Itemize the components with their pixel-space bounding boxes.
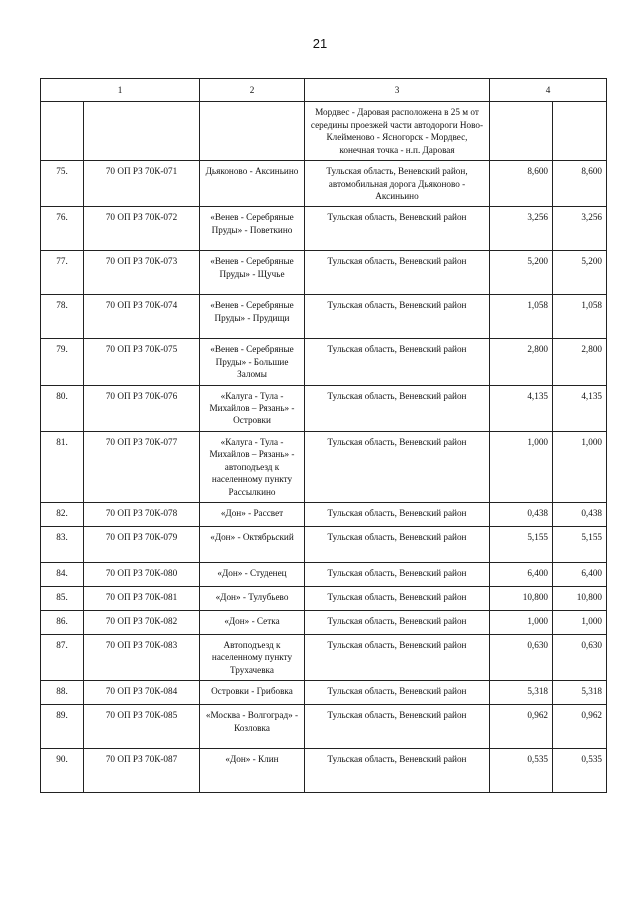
length-cell: 5,155 <box>490 527 553 563</box>
road-name-cell: Островки - Грибовка <box>200 681 305 705</box>
road-name-cell: «Москва - Волгоград» - Козловка <box>200 705 305 749</box>
road-code-cell: 70 ОП РЗ 70К-074 <box>84 295 200 339</box>
row-number-cell: 79. <box>41 339 84 385</box>
road-location-cell: Тульская область, Веневский район <box>305 635 490 681</box>
length-total-cell: 4,135 <box>553 385 607 431</box>
row-number-cell <box>41 102 84 161</box>
road-code-cell: 70 ОП РЗ 70К-073 <box>84 251 200 295</box>
table-row <box>41 527 607 563</box>
road-name-cell: «Дон» - Октябрьский <box>200 527 305 563</box>
row-number-cell: 89. <box>41 705 84 749</box>
road-name-cell <box>200 102 305 161</box>
row-number-cell: 90. <box>41 749 84 793</box>
table-row <box>41 635 607 681</box>
header-row <box>41 79 607 102</box>
row-number-cell: 86. <box>41 611 84 635</box>
road-location-cell: Тульская область, Веневский район <box>305 587 490 611</box>
length-total-cell: 10,800 <box>553 587 607 611</box>
length-cell: 6,400 <box>490 563 553 587</box>
length-cell: 0,630 <box>490 635 553 681</box>
road-location-cell: Тульская область, Веневский район <box>305 295 490 339</box>
road-code-cell <box>84 102 200 161</box>
road-code-cell: 70 ОП РЗ 70К-085 <box>84 705 200 749</box>
column-header-4: 4 <box>490 79 607 102</box>
length-cell: 2,800 <box>490 339 553 385</box>
table-row <box>41 503 607 527</box>
road-location-cell: Тульская область, Веневский район, автомобильная дорога Дьяконово - Аксиньино <box>305 161 490 207</box>
row-number-cell: 80. <box>41 385 84 431</box>
column-header-1: 1 <box>41 79 200 102</box>
length-total-cell: 6,400 <box>553 563 607 587</box>
length-cell: 3,256 <box>490 207 553 251</box>
length-total-cell: 1,000 <box>553 431 607 502</box>
length-total-cell <box>553 102 607 161</box>
row-number-cell: 83. <box>41 527 84 563</box>
length-total-cell: 1,058 <box>553 295 607 339</box>
length-cell: 8,600 <box>490 161 553 207</box>
road-code-cell: 70 ОП РЗ 70К-078 <box>84 503 200 527</box>
road-code-cell: 70 ОП РЗ 70К-083 <box>84 635 200 681</box>
road-name-cell: «Дон» - Клин <box>200 749 305 793</box>
length-total-cell: 5,200 <box>553 251 607 295</box>
row-number-cell: 77. <box>41 251 84 295</box>
table-row <box>41 611 607 635</box>
road-code-cell: 70 ОП РЗ 70К-077 <box>84 431 200 502</box>
road-location-cell: Тульская область, Веневский район <box>305 527 490 563</box>
row-number-cell: 82. <box>41 503 84 527</box>
road-name-cell: «Дон» - Студенец <box>200 563 305 587</box>
row-number-cell: 84. <box>41 563 84 587</box>
table-row <box>41 749 607 793</box>
length-cell: 1,000 <box>490 431 553 502</box>
table-row <box>41 587 607 611</box>
road-code-cell: 70 ОП РЗ 70К-080 <box>84 563 200 587</box>
row-number-cell: 85. <box>41 587 84 611</box>
road-location-cell: Тульская область, Веневский район <box>305 681 490 705</box>
road-code-cell: 70 ОП РЗ 70К-087 <box>84 749 200 793</box>
length-total-cell: 3,256 <box>553 207 607 251</box>
table-row <box>41 681 607 705</box>
continuation-row <box>41 102 607 161</box>
length-cell <box>490 102 553 161</box>
road-code-cell: 70 ОП РЗ 70К-075 <box>84 339 200 385</box>
road-location-cell: Тульская область, Веневский район <box>305 431 490 502</box>
road-name-cell: «Венев - Серебряные Пруды» - Поветкино <box>200 207 305 251</box>
table-row <box>41 161 607 207</box>
table-row <box>41 705 607 749</box>
road-code-cell: 70 ОП РЗ 70К-084 <box>84 681 200 705</box>
length-cell: 0,535 <box>490 749 553 793</box>
road-name-cell: «Дон» - Сетка <box>200 611 305 635</box>
length-total-cell: 0,962 <box>553 705 607 749</box>
length-cell: 4,135 <box>490 385 553 431</box>
length-total-cell: 2,800 <box>553 339 607 385</box>
row-number-cell: 88. <box>41 681 84 705</box>
length-cell: 1,000 <box>490 611 553 635</box>
road-location-cell: Мордвес - Даровая расположена в 25 м от середины проезжей части автодороги Ново-Клейменово - Ясногорск - Мордвес, конечная точка - н.п. Даровая <box>305 102 490 161</box>
road-name-cell: «Дон» - Рассвет <box>200 503 305 527</box>
length-total-cell: 5,318 <box>553 681 607 705</box>
length-cell: 10,800 <box>490 587 553 611</box>
road-location-cell: Тульская область, Веневский район <box>305 749 490 793</box>
road-name-cell: «Калуга - Тула - Михайлов – Рязань» - автоподъезд к населенному пункту Рассылкино <box>200 431 305 502</box>
table-row <box>41 431 607 502</box>
road-name-cell: «Венев - Серебряные Пруды» - Большие Заломы <box>200 339 305 385</box>
length-cell: 1,058 <box>490 295 553 339</box>
table-row <box>41 339 607 385</box>
length-total-cell: 5,155 <box>553 527 607 563</box>
road-code-cell: 70 ОП РЗ 70К-081 <box>84 587 200 611</box>
length-cell: 0,438 <box>490 503 553 527</box>
length-total-cell: 1,000 <box>553 611 607 635</box>
length-cell: 0,962 <box>490 705 553 749</box>
column-header-3: 3 <box>305 79 490 102</box>
road-name-cell: Дьяконово - Аксиньино <box>200 161 305 207</box>
road-location-cell: Тульская область, Веневский район <box>305 251 490 295</box>
row-number-cell: 87. <box>41 635 84 681</box>
row-number-cell: 75. <box>41 161 84 207</box>
row-number-cell: 78. <box>41 295 84 339</box>
road-code-cell: 70 ОП РЗ 70К-076 <box>84 385 200 431</box>
roads-table <box>40 78 607 793</box>
road-location-cell: Тульская область, Веневский район <box>305 611 490 635</box>
road-name-cell: Автоподъезд к населенному пункту Трухачевка <box>200 635 305 681</box>
road-location-cell: Тульская область, Веневский район <box>305 503 490 527</box>
row-number-cell: 81. <box>41 431 84 502</box>
road-code-cell: 70 ОП РЗ 70К-071 <box>84 161 200 207</box>
road-name-cell: «Венев - Серебряные Пруды» - Щучье <box>200 251 305 295</box>
road-code-cell: 70 ОП РЗ 70К-072 <box>84 207 200 251</box>
road-location-cell: Тульская область, Веневский район <box>305 385 490 431</box>
length-total-cell: 8,600 <box>553 161 607 207</box>
length-cell: 5,318 <box>490 681 553 705</box>
table-row <box>41 251 607 295</box>
page-number: 21 <box>312 36 328 51</box>
table-body <box>41 102 607 793</box>
road-code-cell: 70 ОП РЗ 70К-082 <box>84 611 200 635</box>
table-row <box>41 207 607 251</box>
road-code-cell: 70 ОП РЗ 70К-079 <box>84 527 200 563</box>
length-cell: 5,200 <box>490 251 553 295</box>
road-name-cell: «Дон» - Тулубьево <box>200 587 305 611</box>
length-total-cell: 0,438 <box>553 503 607 527</box>
column-header-2: 2 <box>200 79 305 102</box>
road-location-cell: Тульская область, Веневский район <box>305 563 490 587</box>
road-location-cell: Тульская область, Веневский район <box>305 339 490 385</box>
table-row <box>41 563 607 587</box>
road-name-cell: «Калуга - Тула - Михайлов – Рязань» - Островки <box>200 385 305 431</box>
table-row <box>41 295 607 339</box>
length-total-cell: 0,535 <box>553 749 607 793</box>
length-total-cell: 0,630 <box>553 635 607 681</box>
road-location-cell: Тульская область, Веневский район <box>305 705 490 749</box>
road-location-cell: Тульская область, Веневский район <box>305 207 490 251</box>
row-number-cell: 76. <box>41 207 84 251</box>
road-name-cell: «Венев - Серебряные Пруды» - Прудищи <box>200 295 305 339</box>
table-row <box>41 385 607 431</box>
